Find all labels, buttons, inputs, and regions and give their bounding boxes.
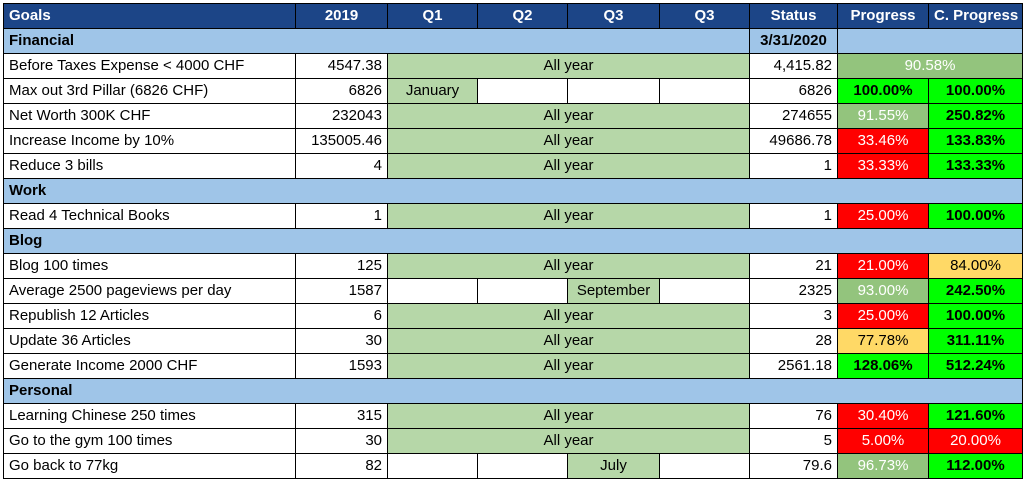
progress-cell[interactable]: 21.00%: [838, 254, 929, 279]
year-cell[interactable]: 1587: [296, 279, 388, 304]
q2-cell[interactable]: [478, 279, 568, 304]
year-cell[interactable]: 30: [296, 429, 388, 454]
c-progress-cell[interactable]: 250.82%: [929, 104, 1023, 129]
period-cell[interactable]: All year: [388, 304, 750, 329]
year-cell[interactable]: 4547.38: [296, 54, 388, 79]
status-cell[interactable]: 2325: [750, 279, 838, 304]
section-title[interactable]: Blog: [4, 229, 1023, 254]
c-progress-cell[interactable]: 100.00%: [929, 204, 1023, 229]
q3-cell[interactable]: [568, 79, 660, 104]
header-q3[interactable]: Q3: [568, 4, 660, 29]
year-cell[interactable]: 1: [296, 204, 388, 229]
section-blog: [4, 229, 1023, 254]
table-row: [4, 354, 1023, 379]
goal-cell[interactable]: Learning Chinese 250 times: [4, 404, 296, 429]
progress-cell[interactable]: 96.73%: [838, 454, 929, 479]
table-row: [4, 329, 1023, 354]
status-cell[interactable]: 21: [750, 254, 838, 279]
table-row: [4, 104, 1023, 129]
goal-cell[interactable]: Update 36 Articles: [4, 329, 296, 354]
period-cell[interactable]: All year: [388, 104, 750, 129]
c-progress-cell[interactable]: 121.60%: [929, 404, 1023, 429]
q2-cell[interactable]: [478, 79, 568, 104]
table-row: [4, 54, 1023, 79]
progress-cell[interactable]: 25.00%: [838, 204, 929, 229]
table-row: [4, 429, 1023, 454]
status-cell[interactable]: 1: [750, 154, 838, 179]
goal-cell[interactable]: Generate Income 2000 CHF: [4, 354, 296, 379]
goal-cell[interactable]: Max out 3rd Pillar (6826 CHF): [4, 79, 296, 104]
goal-cell[interactable]: Average 2500 pageviews per day: [4, 279, 296, 304]
year-cell[interactable]: 125: [296, 254, 388, 279]
period-cell[interactable]: All year: [388, 204, 750, 229]
header-c-progress[interactable]: C. Progress: [929, 4, 1023, 29]
progress-cell[interactable]: 33.33%: [838, 154, 929, 179]
table-row: [4, 254, 1023, 279]
goal-cell[interactable]: Reduce 3 bills: [4, 154, 296, 179]
status-cell[interactable]: 1: [750, 204, 838, 229]
q1-cell[interactable]: January: [388, 79, 478, 104]
period-cell[interactable]: All year: [388, 254, 750, 279]
table-row: [4, 279, 1023, 304]
year-cell[interactable]: 315: [296, 404, 388, 429]
section-title[interactable]: Financial: [4, 29, 750, 54]
period-cell[interactable]: All year: [388, 404, 750, 429]
status-cell[interactable]: 2561.18: [750, 354, 838, 379]
section-status-date[interactable]: 3/31/2020: [750, 29, 838, 54]
section-title[interactable]: Personal: [4, 379, 1023, 404]
progress-cell[interactable]: 90.58%: [838, 54, 1023, 79]
period-cell[interactable]: All year: [388, 429, 750, 454]
header-q4[interactable]: Q3: [660, 4, 750, 29]
period-cell[interactable]: All year: [388, 129, 750, 154]
status-cell[interactable]: 6826: [750, 79, 838, 104]
c-progress-cell[interactable]: 84.00%: [929, 254, 1023, 279]
c-progress-cell[interactable]: 100.00%: [929, 304, 1023, 329]
c-progress-cell[interactable]: 512.24%: [929, 354, 1023, 379]
status-cell[interactable]: 5: [750, 429, 838, 454]
goal-cell[interactable]: Go to the gym 100 times: [4, 429, 296, 454]
c-progress-cell[interactable]: 242.50%: [929, 279, 1023, 304]
goal-cell[interactable]: Republish 12 Articles: [4, 304, 296, 329]
year-cell[interactable]: 135005.46: [296, 129, 388, 154]
goal-cell[interactable]: Increase Income by 10%: [4, 129, 296, 154]
c-progress-cell[interactable]: 112.00%: [929, 454, 1023, 479]
year-cell[interactable]: 4: [296, 154, 388, 179]
table-row: [4, 154, 1023, 179]
c-progress-cell[interactable]: 20.00%: [929, 429, 1023, 454]
q3-cell[interactable]: July: [568, 454, 660, 479]
period-cell[interactable]: All year: [388, 154, 750, 179]
goals-table: [3, 3, 1023, 479]
progress-cell[interactable]: 25.00%: [838, 304, 929, 329]
progress-cell[interactable]: 93.00%: [838, 279, 929, 304]
q3-cell[interactable]: September: [568, 279, 660, 304]
progress-cell[interactable]: 30.40%: [838, 404, 929, 429]
period-cell[interactable]: All year: [388, 354, 750, 379]
progress-cell[interactable]: 100.00%: [838, 79, 929, 104]
progress-cell[interactable]: 128.06%: [838, 354, 929, 379]
header-q2[interactable]: Q2: [478, 4, 568, 29]
c-progress-cell[interactable]: 133.83%: [929, 129, 1023, 154]
status-cell[interactable]: 28: [750, 329, 838, 354]
section-financial: [4, 29, 1023, 54]
q2-cell[interactable]: [478, 454, 568, 479]
status-cell[interactable]: 79.6: [750, 454, 838, 479]
status-cell[interactable]: 274655: [750, 104, 838, 129]
table-row: [4, 404, 1023, 429]
header-goals[interactable]: Goals: [4, 4, 296, 29]
header-q1[interactable]: Q1: [388, 4, 478, 29]
progress-cell[interactable]: 91.55%: [838, 104, 929, 129]
period-cell[interactable]: All year: [388, 54, 750, 79]
header-row: [4, 4, 1023, 29]
year-cell[interactable]: 232043: [296, 104, 388, 129]
status-cell[interactable]: 76: [750, 404, 838, 429]
q1-cell[interactable]: [388, 454, 478, 479]
status-cell[interactable]: 49686.78: [750, 129, 838, 154]
c-progress-cell[interactable]: 100.00%: [929, 79, 1023, 104]
table-row: [4, 79, 1023, 104]
goal-cell[interactable]: Net Worth 300K CHF: [4, 104, 296, 129]
header-progress[interactable]: Progress: [838, 4, 929, 29]
header-status[interactable]: Status: [750, 4, 838, 29]
progress-cell[interactable]: 77.78%: [838, 329, 929, 354]
c-progress-cell[interactable]: 133.33%: [929, 154, 1023, 179]
q4-cell[interactable]: [660, 79, 750, 104]
year-cell[interactable]: 6: [296, 304, 388, 329]
progress-cell[interactable]: 33.46%: [838, 129, 929, 154]
goal-cell[interactable]: Go back to 77kg: [4, 454, 296, 479]
year-cell[interactable]: 82: [296, 454, 388, 479]
q1-cell[interactable]: [388, 279, 478, 304]
goal-cell[interactable]: Blog 100 times: [4, 254, 296, 279]
year-cell[interactable]: 6826: [296, 79, 388, 104]
q4-cell[interactable]: [660, 279, 750, 304]
table-row: [4, 129, 1023, 154]
status-cell[interactable]: 3: [750, 304, 838, 329]
q4-cell[interactable]: [660, 454, 750, 479]
period-cell[interactable]: All year: [388, 329, 750, 354]
table-row: [4, 304, 1023, 329]
section-title[interactable]: Work: [4, 179, 1023, 204]
section-work: [4, 179, 1023, 204]
table-row: [4, 204, 1023, 229]
goal-cell[interactable]: Before Taxes Expense < 4000 CHF: [4, 54, 296, 79]
year-cell[interactable]: 30: [296, 329, 388, 354]
c-progress-cell[interactable]: 311.11%: [929, 329, 1023, 354]
table-row: [4, 454, 1023, 479]
goal-cell[interactable]: Read 4 Technical Books: [4, 204, 296, 229]
header-2019[interactable]: 2019: [296, 4, 388, 29]
empty-cell[interactable]: [838, 29, 1023, 54]
section-personal: [4, 379, 1023, 404]
year-cell[interactable]: 1593: [296, 354, 388, 379]
progress-cell[interactable]: 5.00%: [838, 429, 929, 454]
status-cell[interactable]: 4,415.82: [750, 54, 838, 79]
